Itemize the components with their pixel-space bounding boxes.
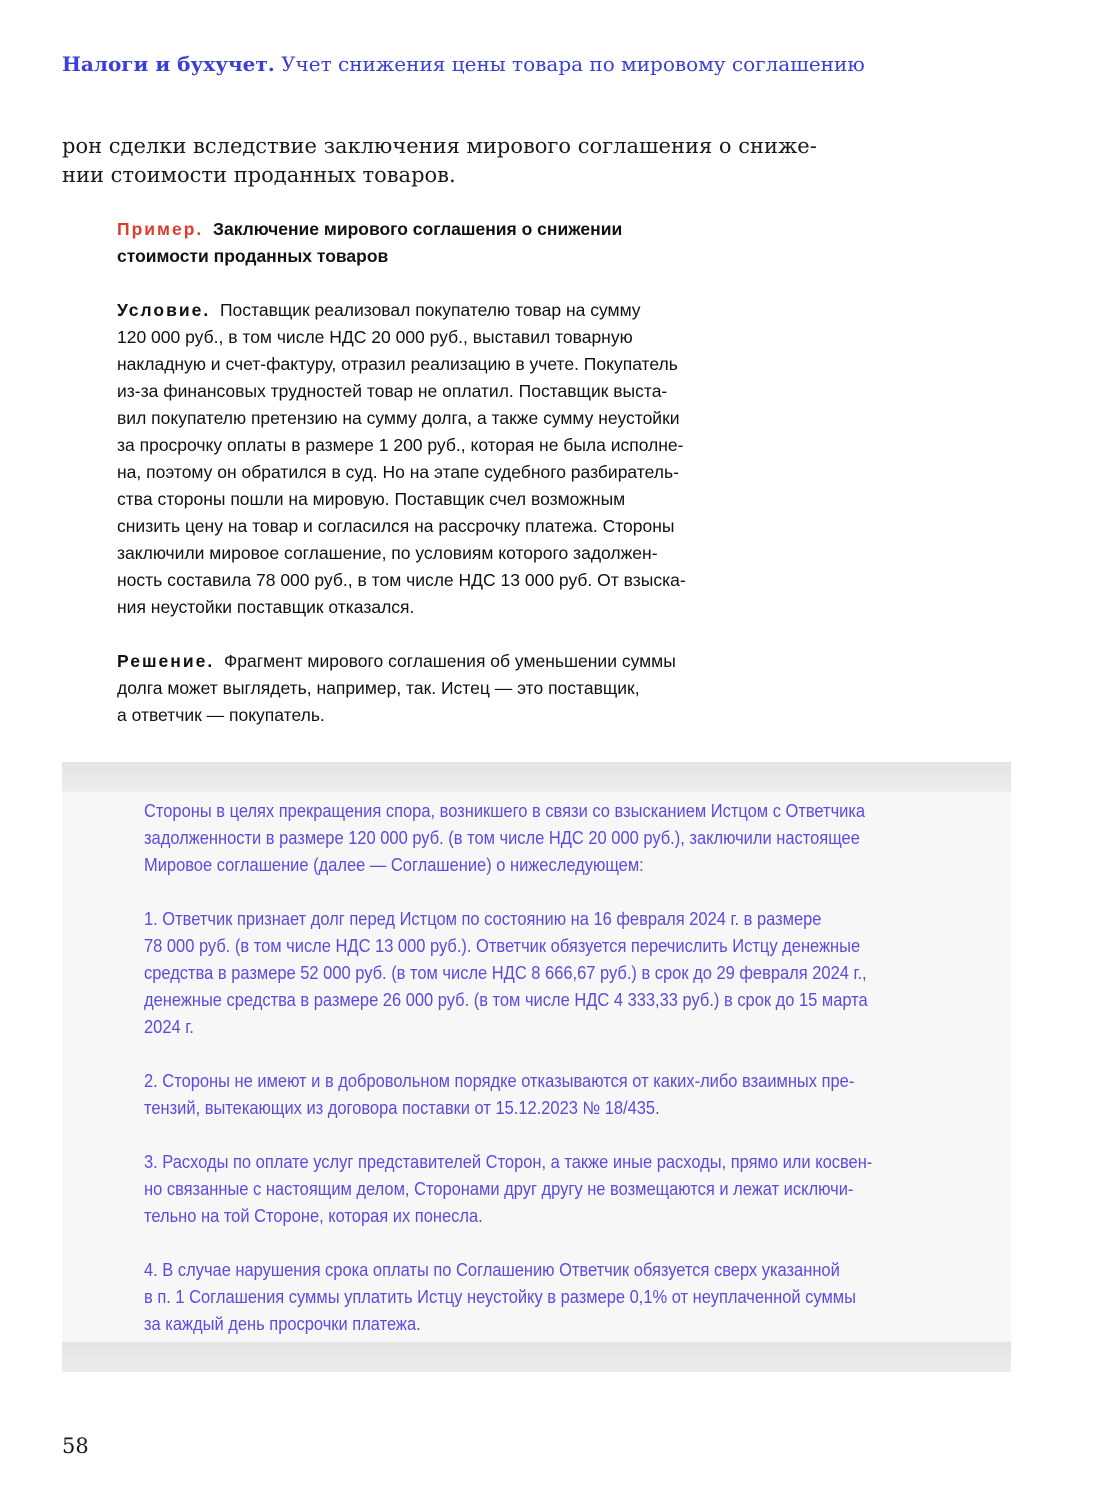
example-title-line: Заключение мирового соглашения о снижении [213, 219, 623, 239]
agreement-paragraph-3 [144, 1149, 876, 1230]
condition-line: 120 000 руб., в том числе НДС 20 000 руб., выставил товарную [117, 327, 633, 347]
example-label: Пример. [117, 219, 204, 239]
agreement-line: денежные средства в размере 26 000 руб. (в том числе НДС 4 333,33 руб.) в срок до 15 марта [144, 990, 868, 1010]
agreement-line: средства в размере 52 000 руб. (в том числе НДС 8 666,67 руб.) в срок до 29 февраля 2024 г., [144, 963, 867, 983]
solution-label: Решение. [117, 651, 215, 671]
agreement-line: тензий, вытекающих из договора поставки от 15.12.2023 № 18/435. [144, 1098, 660, 1118]
agreement-text [144, 798, 876, 1338]
condition-line: ность составила 78 000 руб., в том числе НДС 13 000 руб. От взыска- [117, 570, 686, 590]
agreement-line: Стороны в целях прекращения спора, возникшего в связи со взысканием Истцом с Ответчика [144, 801, 866, 821]
example-title-line: стоимости проданных товаров [117, 246, 389, 266]
condition-line: ства стороны пошли на мировую. Поставщик счел возможным [117, 489, 626, 509]
agreement-line: 2. Стороны не имеют и в добровольном порядке отказываются от каких-либо взаимных пре- [144, 1071, 855, 1091]
condition-line: из-за финансовых трудностей товар не оплатил. Поставщик выста- [117, 381, 668, 401]
condition-line: за просрочку оплаты в размере 1 200 руб., которая не была исполне- [117, 435, 684, 455]
page-number: 58 [62, 1434, 89, 1458]
agreement-line: но связанные с настоящим делом, Сторонами друг другу не возмещаются и лежат исключи- [144, 1179, 854, 1199]
agreement-top-band [62, 762, 1011, 792]
agreement-line: тельно на той Стороне, которая их понесла. [144, 1206, 483, 1226]
solution-line: Фрагмент мирового соглашения об уменьшении суммы [223, 651, 676, 671]
agreement-paragraph-4 [144, 1257, 876, 1338]
agreement-line: в п. 1 Соглашения суммы уплатить Истцу неустойку в размере 0,1% от неуплаченной суммы [144, 1287, 856, 1307]
solution-line: а ответчик — покупатель. [117, 705, 325, 725]
agreement-line: 2024 г. [144, 1017, 194, 1037]
agreement-bottom-band [62, 1342, 1011, 1372]
agreement-line: 4. В случае нарушения срока оплаты по Соглашению Ответчик обязуется сверх указанной [144, 1260, 840, 1280]
header-subtitle: Учет снижения цены товара по мировому соглашению [281, 52, 865, 76]
intro-paragraph [62, 132, 817, 190]
agreement-line: за каждый день просрочки платежа. [144, 1314, 421, 1334]
condition-line: вил покупателю претензию на сумму долга, а также сумму неустойки [117, 408, 680, 428]
example-condition [117, 297, 757, 621]
condition-label: Условие. [117, 300, 211, 320]
condition-line: на, поэтому он обратился в суд. Но на этапе судебного разбиратель- [117, 462, 679, 482]
agreement-paragraph-1 [144, 906, 876, 1041]
condition-line: Поставщик реализовал покупателю товар на сумму [219, 300, 641, 320]
condition-line: снизить цену на товар и согласился на рассрочку платежа. Стороны [117, 516, 675, 536]
condition-line: ния неустойки поставщик отказался. [117, 597, 415, 617]
agreement-paragraph-preamble [144, 798, 876, 879]
agreement-line: 1. Ответчик признает долг перед Истцом по состоянию на 16 февраля 2024 г. в размере [144, 909, 822, 929]
running-header [62, 52, 865, 76]
intro-line: рон сделки вследствие заключения мирового соглашения о сниже- [62, 134, 817, 158]
solution-line: долга может выглядеть, например, так. Истец — это поставщик, [117, 678, 640, 698]
header-section: Налоги и бухучет. [62, 52, 275, 76]
agreement-line: 78 000 руб. (в том числе НДС 13 000 руб.). Ответчик обязуется перечислить Истцу денежные [144, 936, 861, 956]
example-title [117, 216, 757, 270]
agreement-line: 3. Расходы по оплате услуг представителей Сторон, а также иные расходы, прямо или косвен- [144, 1152, 873, 1172]
example-box [117, 216, 757, 729]
agreement-line: Мировое соглашение (далее — Соглашение) о нижеследующем: [144, 855, 644, 875]
condition-line: накладную и счет-фактуру, отразил реализацию в учете. Покупатель [117, 354, 678, 374]
agreement-paragraph-2 [144, 1068, 876, 1122]
example-solution [117, 648, 757, 729]
intro-line: нии стоимости проданных товаров. [62, 163, 456, 187]
agreement-line: задолженности в размере 120 000 руб. (в том числе НДС 20 000 руб.), заключили настоящее [144, 828, 860, 848]
condition-line: заключили мировое соглашение, по условиям которого задолжен- [117, 543, 658, 563]
agreement-fragment [62, 762, 1011, 1372]
